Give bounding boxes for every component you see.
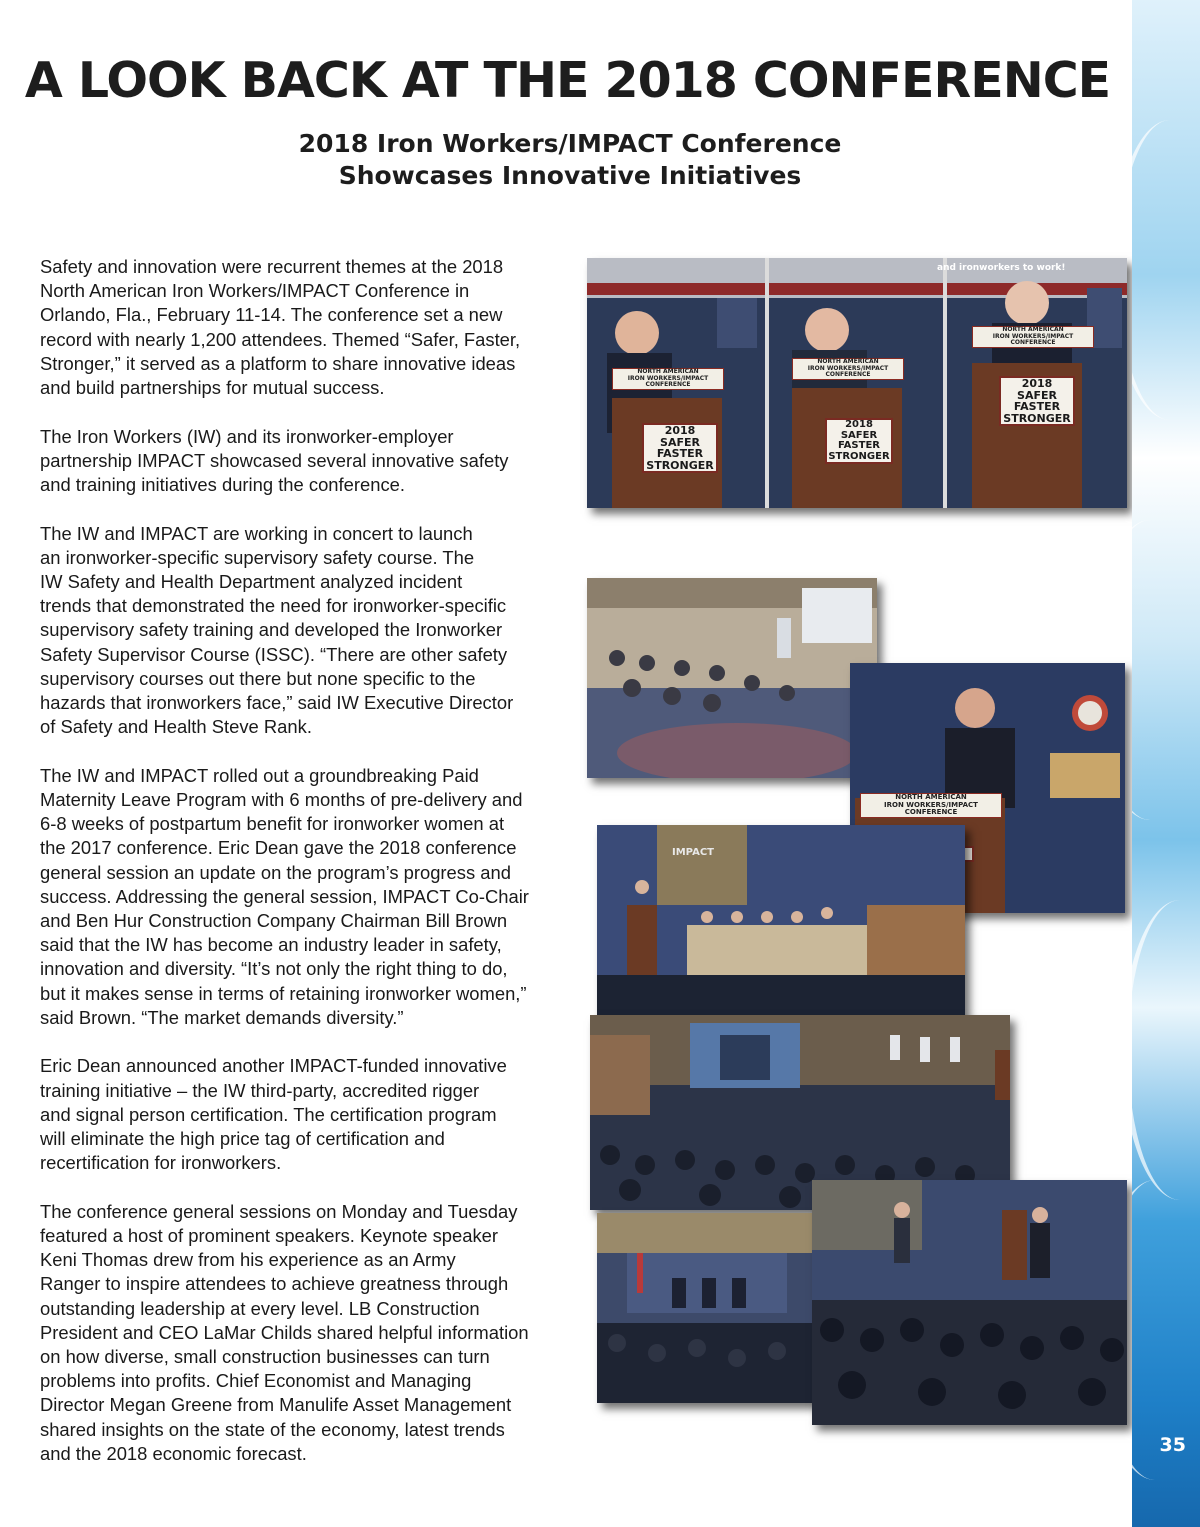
article-line: IW Safety and Health Department analyzed incident	[40, 571, 463, 593]
article-line: will eliminate the high price tag of certification and	[40, 1128, 445, 1150]
article-paragraph	[40, 1054, 575, 1175]
article-line: The Iron Workers (IW) and its ironworker-employer	[40, 425, 454, 447]
article-line: general session an update on the program’s progress and	[40, 861, 511, 883]
article-line: recertification for ironworkers.	[40, 1152, 282, 1174]
article-paragraph	[40, 425, 575, 498]
article-line: outstanding leadership at every level. LB Construction	[40, 1297, 480, 1319]
article-line: Stronger,” it served as a platform to share innovative ideas	[40, 352, 516, 374]
article-line: innovation and diversity. “It’s not only the right thing to do,	[40, 958, 508, 980]
article-line: supervisory safety training and developed the Ironworker	[40, 619, 503, 641]
article-body	[40, 255, 575, 1490]
article-paragraph	[40, 764, 575, 1030]
general-session-panel-image	[597, 825, 965, 1025]
podium-sign-center: 2018 SAFER FASTER STRONGER	[825, 418, 893, 464]
photo-speakers-podiums	[587, 258, 1127, 508]
podium-sign-right: 2018 SAFER FASTER STRONGER	[999, 376, 1075, 426]
article-line: and training initiatives during the conference.	[40, 474, 405, 496]
article-line: Director Megan Greene from Manulife Asset Management	[40, 1394, 512, 1416]
subtitle-line-2: Showcases Innovative Initiatives	[338, 161, 802, 190]
article-line: of Safety and Health Steve Rank.	[40, 716, 312, 738]
article-line: The IW and IMPACT are working in concert to launch	[40, 522, 473, 544]
article-paragraph	[40, 255, 575, 400]
article-line: Keni Thomas drew from his experience as an Army	[40, 1249, 456, 1271]
article-line: record with nearly 1,200 attendees. Themed “Safer, Faster,	[40, 328, 521, 350]
article-line: Ranger to inspire attendees to achieve greatness through	[40, 1273, 509, 1295]
subtitle-line-1: 2018 Iron Workers/IMPACT Conference	[298, 129, 842, 158]
article-line: an ironworker-specific supervisory safety course. The	[40, 546, 475, 568]
article-line: North American Iron Workers/IMPACT Conference in	[40, 280, 470, 302]
banner-strip-text: and ironworkers to work!	[937, 263, 1066, 273]
podium-banner-right: NORTH AMERICAN IRON WORKERS/IMPACT CONFERENCE	[972, 326, 1094, 348]
article-line: problems into profits. Chief Economist and Managing	[40, 1370, 472, 1392]
article-line: The conference general sessions on Monday and Tuesday	[40, 1200, 518, 1222]
article-line: hazards that ironworkers face,” said IW Executive Director	[40, 692, 514, 714]
page-number: 35	[1159, 1434, 1186, 1456]
article-line: but it makes sense in terms of retaining ironworker women,”	[40, 982, 527, 1004]
article-line: supervisory courses out there but none specific to the	[40, 667, 476, 689]
article-subtitle	[0, 128, 1140, 192]
photo-panel-discussion	[597, 1213, 817, 1403]
article-line: and Ben Hur Construction Company Chairman Bill Brown	[40, 910, 508, 932]
decorative-side-band	[1132, 0, 1200, 1527]
article-line: partnership IMPACT showcased several innovative safety	[40, 449, 509, 471]
impact-stage-sign: IMPACT	[672, 847, 714, 858]
article-line: featured a host of prominent speakers. Keynote speaker	[40, 1225, 498, 1247]
article-line: success. Addressing the general session, IMPACT Co-Chair	[40, 885, 529, 907]
article-line: 6-8 weeks of postpartum benefit for ironworker women at	[40, 813, 505, 835]
article-line: The IW and IMPACT rolled out a groundbreaking Paid	[40, 764, 479, 786]
photo-speakers-audience	[812, 1180, 1127, 1425]
article-line: Orlando, Fla., February 11-14. The conference set a new	[40, 304, 503, 326]
article-line: said Brown. “The market demands diversity.”	[40, 1006, 404, 1028]
article-line: and the 2018 economic forecast.	[40, 1442, 307, 1464]
article-paragraph	[40, 522, 575, 740]
article-line: Safety and innovation were recurrent themes at the 2018	[40, 256, 504, 277]
article-line: said that the IW has become an industry leader in safety,	[40, 934, 502, 956]
article-paragraph	[40, 1200, 575, 1466]
article-line: Maternity Leave Program with 6 months of pre-delivery and	[40, 789, 523, 811]
article-line: on how diverse, small construction businesses can turn	[40, 1346, 490, 1368]
speakers-audience-image	[812, 1180, 1127, 1425]
article-line: training initiative – the IW third-party, accredited rigger	[40, 1079, 480, 1101]
podium-banner-center: NORTH AMERICAN IRON WORKERS/IMPACT CONFERENCE	[792, 358, 904, 380]
podium-banner-closeup: NORTH AMERICAN IRON WORKERS/IMPACT CONFERENCE	[860, 793, 1002, 818]
breakout-session-image	[587, 578, 877, 778]
panel-discussion-image	[597, 1213, 817, 1403]
podium-sign-left: 2018 SAFER FASTER STRONGER	[642, 423, 718, 473]
article-line: the 2017 conference. Eric Dean gave the 2018 conference	[40, 837, 517, 859]
article-line: and build partnerships for mutual success.	[40, 377, 385, 399]
page-title: A LOOK BACK AT THE 2018 CONFERENCE	[24, 52, 1111, 109]
article-line: and signal person certification. The certification program	[40, 1103, 497, 1125]
photo-general-session-panel	[597, 825, 965, 1025]
article-line: Safety Supervisor Course (ISSC). “There are other safety	[40, 643, 508, 665]
article-line: trends that demonstrated the need for ironworker-specific	[40, 595, 507, 617]
article-line: Eric Dean announced another IMPACT-funded innovative	[40, 1055, 507, 1077]
podium-banner-left: NORTH AMERICAN IRON WORKERS/IMPACT CONFERENCE	[612, 368, 724, 390]
photo-breakout-session	[587, 578, 877, 778]
article-line: shared insights on the state of the economy, latest trends	[40, 1418, 505, 1440]
article-line: President and CEO LaMar Childs shared helpful information	[40, 1321, 529, 1343]
